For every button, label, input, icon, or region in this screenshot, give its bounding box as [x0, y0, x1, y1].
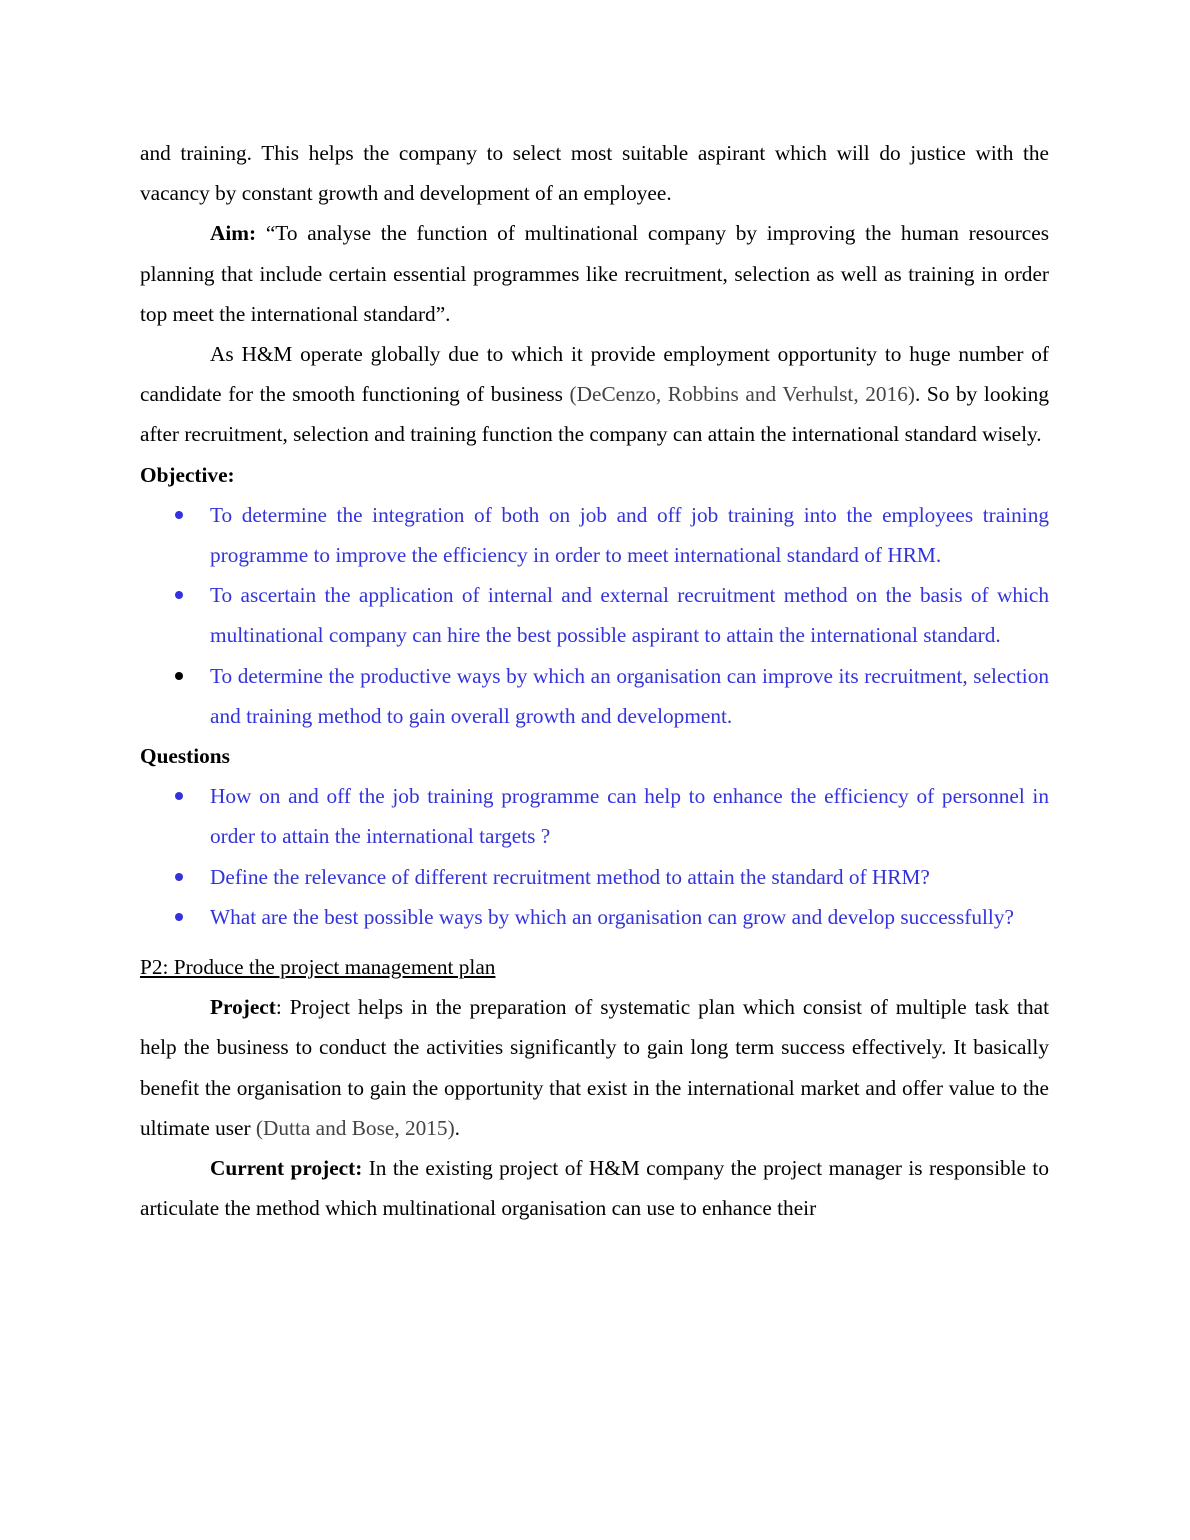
- bullet-icon: [175, 792, 183, 800]
- question-item: What are the best possible ways by which an organisation can grow and develop successfully?: [140, 897, 1049, 937]
- questions-heading: Questions: [140, 744, 230, 769]
- question-item: Define the relevance of different recruitment method to attain the standard of HRM?: [140, 857, 1049, 897]
- bullet-icon: [175, 913, 183, 921]
- bullet-icon: [175, 511, 183, 519]
- project-citation: (Dutta and Bose, 2015): [255, 1115, 455, 1140]
- hm-text-1: As H&M operate globally due to which it provide employment opportunity to huge number of candidate for the smooth functioning of business: [140, 342, 1049, 407]
- aim-paragraph: [140, 213, 1049, 334]
- objective-item: To determine the productive ways by which an organisation can improve its recruitment, selection and training method to gain overall growth and development.: [140, 656, 1049, 736]
- section-title-p2: P2: Produce the project management plan: [140, 955, 496, 980]
- bullet-icon: [175, 591, 183, 599]
- project-paragraph: [140, 987, 1049, 1148]
- project-label: Project: [210, 995, 276, 1020]
- objective-item: To determine the integration of both on job and off job training into the employees training programme to improve the efficiency in order to meet international standard of HRM.: [140, 495, 1049, 575]
- hm-citation: (DeCenzo, Robbins and Verhulst, 2016): [569, 382, 915, 407]
- current-project-paragraph: [140, 1148, 1049, 1228]
- question-item: How on and off the job training programme can help to enhance the efficiency of personnel in order to attain the international targets ?: [140, 776, 1049, 856]
- document-page: [140, 133, 1049, 1228]
- intro-paragraph: and training. This helps the company to select most suitable aspirant which will do justice with the vacancy by constant growth and development of an employee.: [140, 141, 1049, 206]
- aim-label: Aim:: [210, 221, 257, 246]
- questions-list: [140, 776, 1049, 937]
- objective-heading: Objective:: [140, 462, 235, 487]
- current-project-label: Current project:: [210, 1156, 363, 1181]
- current-project-text: In the existing project of H&M company the project manager is responsible to articulate the method which multinational organisation can use to enhance their: [140, 1156, 1049, 1221]
- bullet-icon: [175, 873, 183, 881]
- hm-text-2: . So by looking after recruitment, selection and training function the company can attain the international standard wisely.: [140, 382, 1049, 447]
- objective-item: To ascertain the application of internal and external recruitment method on the basis of which multinational company can hire the best possible aspirant to attain the international standard.: [140, 575, 1049, 655]
- hm-paragraph: [140, 334, 1049, 455]
- project-text: : Project helps in the preparation of systematic plan which consist of multiple task that help the business to conduct the activities significantly to gain long term success effectively. It basically benefit the organisation to gain the opportunity that exist in the international market and offer value to the ultimate user: [140, 995, 1049, 1140]
- objective-list: [140, 495, 1049, 736]
- project-end: .: [454, 1115, 460, 1140]
- aim-text: “To analyse the function of multinational company by improving the human resources planning that include certain essential programmes like recruitment, selection as well as training in order top meet the international standard”.: [140, 221, 1049, 326]
- bullet-icon: [175, 672, 183, 680]
